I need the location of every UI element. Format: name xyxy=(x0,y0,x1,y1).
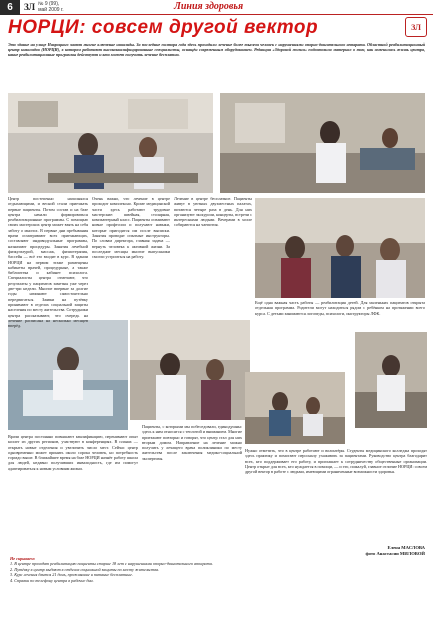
photo-patients-lounge xyxy=(255,198,425,298)
text-column-5: Врачи центра постоянно повышают квалификацию, перенимают опыт коллег из других регионов, участвуют в конференциях. В планах — открыть новые отделения и увеличить число мест. Сейчас центр одновременно может принять около сорока человек, но потребность гораздо выше. В ближайшее время на базе НОРЦИ начнёт работу школа для людей, недавно получивших инвалидность, где им помогут адаптироваться к новым условиям жизни. xyxy=(8,434,138,471)
note-line: 1. В центре проходят реабилитацию пациенты старше 18 лет с нарушениями опорно-двигательного аппарата. xyxy=(10,561,213,567)
notes-box xyxy=(10,556,428,583)
author-name: Елена МАСЛОВА xyxy=(387,545,425,550)
article-headline: НОРЦИ: совсем другой вектор xyxy=(8,17,319,38)
page-number: 6 xyxy=(0,0,20,15)
text-column-1: Центр постепенно наполнялся отдыхающими, и весной стали приезжать первые пациенты. Потом состав и на базе центра начали формироваться реабилитационные программы. С помощью своих мастерских центр может взять на себя заботу о многих. В первые дни пребывания врачи осматривают всех приезжающих, составляют индивидуальные программы, назначают процедуры. Занятия лечебной физкультурой, массаж, физиотерапия, бассейн — всё это входит в курс. В здании НОРЦИ на первом этаже размещены кабинеты врачей, процедурные, а также библиотека и кабинет психолога. Специалисты центра отмечают, что результаты у пациентов заметны уже через две-три недели. Многие впервые за долгие годы начинают самостоятельно передвигаться. Заявки на путёвку принимают в отделах социальной защиты населения по месту жительства. Сотрудники центра рассказывают, что очередь на лечение расписана на несколько месяцев вперёд. xyxy=(8,196,88,329)
photo-gym-exercise xyxy=(8,93,213,193)
text-column-7: Нужно отметить, что в центре работают и волонтёры. Студенты медицинского колледжа проходят здесь практику и помогают персоналу ухаживать за пациентами. Руководство центра благодарит всех, кто поддерживает его работу, и приглашает к сотрудничеству общественные организации. Центр открыт для всех, кто нуждается в помощи, — и это, пожалуй, главное отличие НОРЦИ: совсем другой вектор в работе с людьми, имеющими ограниченные возможности здоровья. xyxy=(245,448,427,475)
note-line: 3. Курс лечения длится 21 день, проживание и питание бесплатные. xyxy=(10,572,133,578)
text-column-6: Пациенты, с которыми мы побеседовали, единодушны: здесь к ним относятся с теплотой и вниманием. Многие приезжают повторно и говорят, что центр стал для них вторым домом. Направление на лечение можно получить у лечащего врача поликлиники по месту жительства после заключения медико-социальной экспертизы. xyxy=(142,424,242,461)
rubric-title: Линия здоровья xyxy=(174,1,244,12)
text-column-2: Очень важно, что лечение в центре проходит комплексно. Кроме медицинской части здесь работают трудовые мастерские: швейная, столярная, компьютерный класс. Пациенты осваивают новые профессии и получают навыки, которые пригодятся им после выписки. Занятия проводят опытные инструкторы. По словам директора, главная задача — вернуть человека к активной жизни. За последние месяцы многие выпускники смогли устроиться на работу. xyxy=(92,196,170,260)
text-column-4: Ещё одна важная часть работы — реабилитация детей. Для маленьких пациентов открыта отдельная программа. Родители могут находиться рядом с ребёнком на протяжении всего курса. С детьми занимаются логопеды, психологи, инструкторы ЛФК. xyxy=(255,300,425,316)
article-signature xyxy=(365,545,425,557)
photo-children-therapy xyxy=(245,372,345,444)
paper-logo-icon: ЗЛ xyxy=(405,17,427,37)
note-line: 4. Справки по телефону центра в рабочие дни. xyxy=(10,577,94,583)
photo-credit: фото Анастасии МИЛОВОЙ xyxy=(365,550,425,556)
text-column-3: Лечение в центре бесплатное. Пациенты живут в уютных двухместных палатах, питаются четыре раза в день. Для них организуют экскурсии, концерты, встречи с интересными людьми. Вечерами в холле собираются на чаепития. xyxy=(174,196,252,228)
notes-title: Не скрываем: xyxy=(10,556,36,561)
photo-workshop xyxy=(355,332,427,428)
paper-issue: № 9 (99), май 2009 г. xyxy=(38,1,64,13)
page-header xyxy=(0,0,433,15)
paper-name: ЗЛ xyxy=(24,2,36,12)
article-lead: Это здание на улице Навроцкого знают многие ключевые инвалиды. За последние полтора года здесь проходили лечение более тысячи человек с нарушениями опорно-двигательного аппарата. Областной реабилитационный центр инвалидов (НОРЦИ), в котором работают высококвалифицированные специалисты, оснащён современным оборудованием. Редакция «Здоровой жизни» подготовила материал о том, как изменилась жизнь центра, какие реабилитационные программы действуют и кто может получить лечение бесплатно. xyxy=(8,42,425,58)
note-line: 2. Путёвку в центр выдают в отделах социальной защиты по месту жительства. xyxy=(10,566,160,572)
photo-bath-procedure xyxy=(8,320,128,430)
photo-therapy-room xyxy=(220,93,425,193)
photo-doctor-consultation xyxy=(130,320,250,420)
